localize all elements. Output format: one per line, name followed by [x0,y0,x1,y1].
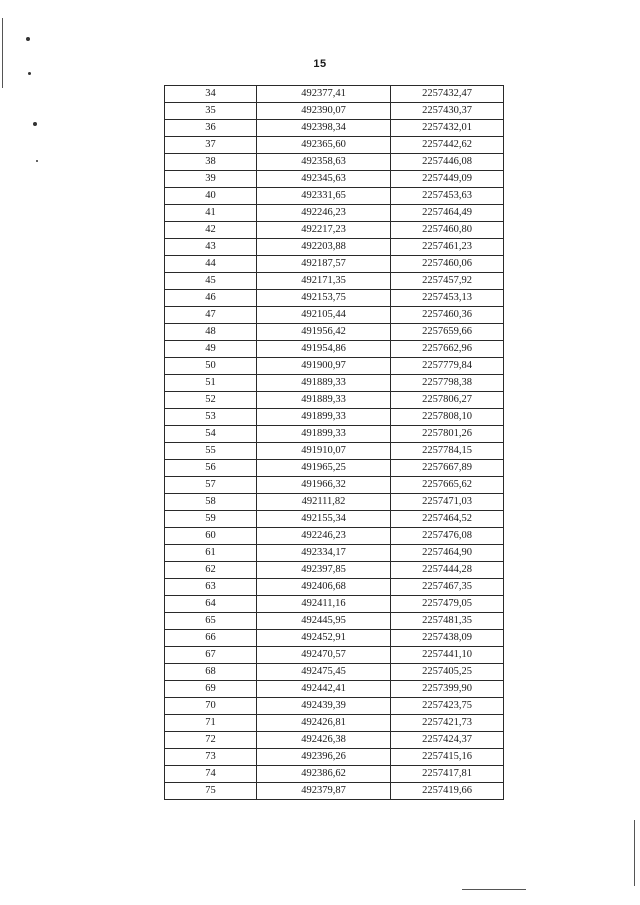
table-row [165,290,504,307]
y-coordinate-cell: 2257464,52 [391,511,504,528]
x-coordinate-cell: 492203,88 [257,239,391,256]
y-coordinate-cell: 2257479,05 [391,596,504,613]
point-number-cell: 66 [165,630,257,647]
table-row [165,205,504,222]
point-number-cell: 54 [165,426,257,443]
y-coordinate-cell: 2257464,49 [391,205,504,222]
y-coordinate-cell: 2257476,08 [391,528,504,545]
x-coordinate-cell: 492445,95 [257,613,391,630]
point-number-cell: 52 [165,392,257,409]
x-coordinate-cell: 492345,63 [257,171,391,188]
x-coordinate-cell: 492187,57 [257,256,391,273]
x-coordinate-cell: 491900,97 [257,358,391,375]
x-coordinate-cell: 491966,32 [257,477,391,494]
y-coordinate-cell: 2257464,90 [391,545,504,562]
table-row [165,681,504,698]
point-number-cell: 43 [165,239,257,256]
point-number-cell: 67 [165,647,257,664]
table-row [165,426,504,443]
y-coordinate-cell: 2257806,27 [391,392,504,409]
point-number-cell: 35 [165,103,257,120]
table-row [165,188,504,205]
x-coordinate-cell: 492331,65 [257,188,391,205]
table-row [165,222,504,239]
x-coordinate-cell: 491910,07 [257,443,391,460]
table-row [165,171,504,188]
point-number-cell: 63 [165,579,257,596]
y-coordinate-cell: 2257399,90 [391,681,504,698]
point-number-cell: 45 [165,273,257,290]
x-coordinate-cell: 492358,63 [257,154,391,171]
y-coordinate-cell: 2257424,37 [391,732,504,749]
table-row [165,545,504,562]
y-coordinate-cell: 2257801,26 [391,426,504,443]
point-number-cell: 74 [165,766,257,783]
x-coordinate-cell: 492153,75 [257,290,391,307]
y-coordinate-cell: 2257665,62 [391,477,504,494]
y-coordinate-cell: 2257405,25 [391,664,504,681]
x-coordinate-cell: 491965,25 [257,460,391,477]
x-coordinate-cell: 492475,45 [257,664,391,681]
x-coordinate-cell: 492217,23 [257,222,391,239]
table-row [165,579,504,596]
y-coordinate-cell: 2257460,80 [391,222,504,239]
x-coordinate-cell: 492365,60 [257,137,391,154]
page-number: 15 [313,58,327,70]
x-coordinate-cell: 492390,07 [257,103,391,120]
table-row [165,137,504,154]
point-number-cell: 68 [165,664,257,681]
x-coordinate-cell: 492386,62 [257,766,391,783]
table-row [165,562,504,579]
y-coordinate-cell: 2257453,63 [391,188,504,205]
x-coordinate-cell: 491889,33 [257,392,391,409]
scan-edge-line-left [2,18,3,88]
table-row [165,256,504,273]
y-coordinate-cell: 2257667,89 [391,460,504,477]
point-number-cell: 55 [165,443,257,460]
x-coordinate-cell: 492442,41 [257,681,391,698]
point-number-cell: 75 [165,783,257,800]
table-row [165,409,504,426]
table-row [165,528,504,545]
y-coordinate-cell: 2257662,96 [391,341,504,358]
scan-dot [26,37,30,41]
point-number-cell: 59 [165,511,257,528]
point-number-cell: 65 [165,613,257,630]
point-number-cell: 41 [165,205,257,222]
table-row [165,307,504,324]
point-number-cell: 60 [165,528,257,545]
x-coordinate-cell: 492426,81 [257,715,391,732]
table-row [165,596,504,613]
point-number-cell: 71 [165,715,257,732]
x-coordinate-cell: 492411,16 [257,596,391,613]
table-row [165,664,504,681]
y-coordinate-cell: 2257461,23 [391,239,504,256]
y-coordinate-cell: 2257417,81 [391,766,504,783]
scan-dot [33,122,37,126]
point-number-cell: 39 [165,171,257,188]
table-row [165,273,504,290]
y-coordinate-cell: 2257432,01 [391,120,504,137]
point-number-cell: 38 [165,154,257,171]
point-number-cell: 49 [165,341,257,358]
table-row [165,749,504,766]
x-coordinate-cell: 491956,42 [257,324,391,341]
y-coordinate-cell: 2257438,09 [391,630,504,647]
y-coordinate-cell: 2257481,35 [391,613,504,630]
point-number-cell: 36 [165,120,257,137]
table-row [165,715,504,732]
y-coordinate-cell: 2257449,09 [391,171,504,188]
point-number-cell: 70 [165,698,257,715]
table-row [165,358,504,375]
table-row [165,647,504,664]
y-coordinate-cell: 2257808,10 [391,409,504,426]
y-coordinate-cell: 2257798,38 [391,375,504,392]
x-coordinate-cell: 491899,33 [257,409,391,426]
point-number-cell: 50 [165,358,257,375]
x-coordinate-cell: 492246,23 [257,528,391,545]
y-coordinate-cell: 2257421,73 [391,715,504,732]
x-coordinate-cell: 492155,34 [257,511,391,528]
x-coordinate-cell: 492105,44 [257,307,391,324]
coordinates-table [164,85,504,800]
x-coordinate-cell: 492452,91 [257,630,391,647]
point-number-cell: 44 [165,256,257,273]
table-row [165,341,504,358]
scan-smudge-bottom [462,889,526,890]
coordinates-table-body [165,86,504,800]
table-row [165,460,504,477]
y-coordinate-cell: 2257419,66 [391,783,504,800]
table-row [165,443,504,460]
table-row [165,766,504,783]
x-coordinate-cell: 492377,41 [257,86,391,103]
x-coordinate-cell: 492246,23 [257,205,391,222]
y-coordinate-cell: 2257659,66 [391,324,504,341]
table-row [165,120,504,137]
table-row [165,103,504,120]
table-row [165,154,504,171]
point-number-cell: 53 [165,409,257,426]
y-coordinate-cell: 2257423,75 [391,698,504,715]
x-coordinate-cell: 492334,17 [257,545,391,562]
y-coordinate-cell: 2257444,28 [391,562,504,579]
point-number-cell: 64 [165,596,257,613]
table-row [165,477,504,494]
table-row [165,375,504,392]
y-coordinate-cell: 2257446,08 [391,154,504,171]
x-coordinate-cell: 492396,26 [257,749,391,766]
table-row [165,494,504,511]
point-number-cell: 62 [165,562,257,579]
point-number-cell: 40 [165,188,257,205]
y-coordinate-cell: 2257784,15 [391,443,504,460]
y-coordinate-cell: 2257460,36 [391,307,504,324]
point-number-cell: 57 [165,477,257,494]
point-number-cell: 34 [165,86,257,103]
point-number-cell: 47 [165,307,257,324]
table-row [165,86,504,103]
table-row [165,392,504,409]
table-row [165,630,504,647]
y-coordinate-cell: 2257415,16 [391,749,504,766]
table-row [165,511,504,528]
point-number-cell: 69 [165,681,257,698]
x-coordinate-cell: 491954,86 [257,341,391,358]
point-number-cell: 51 [165,375,257,392]
scan-edge-line-right [634,820,635,886]
table-row [165,698,504,715]
y-coordinate-cell: 2257430,37 [391,103,504,120]
point-number-cell: 56 [165,460,257,477]
y-coordinate-cell: 2257471,03 [391,494,504,511]
table-row [165,783,504,800]
x-coordinate-cell: 491899,33 [257,426,391,443]
table-row [165,324,504,341]
x-coordinate-cell: 492439,39 [257,698,391,715]
point-number-cell: 73 [165,749,257,766]
y-coordinate-cell: 2257441,10 [391,647,504,664]
point-number-cell: 46 [165,290,257,307]
x-coordinate-cell: 492426,38 [257,732,391,749]
table-row [165,239,504,256]
point-number-cell: 37 [165,137,257,154]
scan-dot [36,160,38,162]
x-coordinate-cell: 491889,33 [257,375,391,392]
point-number-cell: 72 [165,732,257,749]
y-coordinate-cell: 2257453,13 [391,290,504,307]
x-coordinate-cell: 492171,35 [257,273,391,290]
x-coordinate-cell: 492398,34 [257,120,391,137]
table-row [165,613,504,630]
point-number-cell: 61 [165,545,257,562]
y-coordinate-cell: 2257779,84 [391,358,504,375]
x-coordinate-cell: 492379,87 [257,783,391,800]
scan-dot [28,72,31,75]
y-coordinate-cell: 2257457,92 [391,273,504,290]
x-coordinate-cell: 492111,82 [257,494,391,511]
x-coordinate-cell: 492397,85 [257,562,391,579]
point-number-cell: 48 [165,324,257,341]
point-number-cell: 58 [165,494,257,511]
y-coordinate-cell: 2257442,62 [391,137,504,154]
point-number-cell: 42 [165,222,257,239]
x-coordinate-cell: 492406,68 [257,579,391,596]
table-row [165,732,504,749]
y-coordinate-cell: 2257460,06 [391,256,504,273]
y-coordinate-cell: 2257432,47 [391,86,504,103]
x-coordinate-cell: 492470,57 [257,647,391,664]
y-coordinate-cell: 2257467,35 [391,579,504,596]
